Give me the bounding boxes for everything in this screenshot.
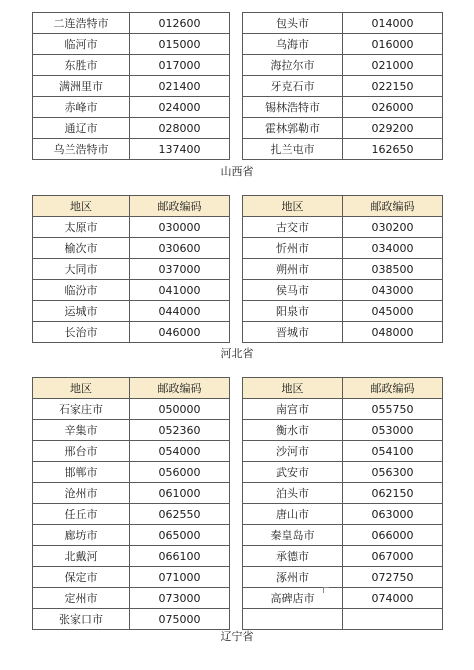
postcode-cell: 016000 <box>343 34 443 55</box>
postcode-cell: 072750 <box>343 567 443 588</box>
region-cell: 承德市 <box>243 546 343 567</box>
column-gap <box>230 322 243 343</box>
postcode-cell: 012600 <box>130 13 230 34</box>
header-postcode: 邮政编码 <box>130 378 230 399</box>
postcode-cell: 054000 <box>130 441 230 462</box>
postcode-cell: 061000 <box>130 483 230 504</box>
column-gap <box>230 567 243 588</box>
postcode-cell: 021000 <box>343 55 443 76</box>
region-cell: 乌海市 <box>243 34 343 55</box>
postcode-cell: 030600 <box>130 238 230 259</box>
postcode-table-shanxi <box>32 195 443 343</box>
postcode-cell: 055750 <box>343 399 443 420</box>
region-cell: 石家庄市 <box>33 399 130 420</box>
postcode-cell: 043000 <box>343 280 443 301</box>
postcode-cell: 038500 <box>343 259 443 280</box>
postcode-cell: 071000 <box>130 567 230 588</box>
column-gap <box>230 546 243 567</box>
table-row <box>33 525 443 546</box>
postcode-cell: 017000 <box>130 55 230 76</box>
postcode-cell <box>343 609 443 630</box>
postcode-cell: 046000 <box>130 322 230 343</box>
postcode-table-hebei <box>32 377 443 630</box>
header-postcode: 邮政编码 <box>343 378 443 399</box>
column-gap <box>230 76 243 97</box>
region-cell: 霍林郭勒市 <box>243 118 343 139</box>
column-gap <box>230 34 243 55</box>
region-cell: 高碑店市 <box>243 588 343 609</box>
postcode-cell: 037000 <box>130 259 230 280</box>
column-gap <box>230 588 243 609</box>
region-cell: 临汾市 <box>33 280 130 301</box>
table-row <box>33 399 443 420</box>
region-cell: 长治市 <box>33 322 130 343</box>
table-row <box>33 280 443 301</box>
postcode-cell: 137400 <box>130 139 230 160</box>
table-row <box>33 259 443 280</box>
column-gap <box>230 280 243 301</box>
region-cell: 涿州市 <box>243 567 343 588</box>
region-cell: 扎兰屯市 <box>243 139 343 160</box>
province-heading-liaoning: 辽宁省 <box>220 630 254 643</box>
header-region: 地区 <box>33 378 130 399</box>
province-heading-shanxi: 山西省 <box>220 165 254 178</box>
table-header-row <box>33 378 443 399</box>
table-row <box>33 322 443 343</box>
postcode-cell: 050000 <box>130 399 230 420</box>
postcode-cell: 054100 <box>343 441 443 462</box>
region-cell: 保定市 <box>33 567 130 588</box>
postcode-cell: 067000 <box>343 546 443 567</box>
table-row <box>33 34 443 55</box>
table-row <box>33 546 443 567</box>
table-row <box>33 118 443 139</box>
postcode-cell: 024000 <box>130 97 230 118</box>
postcode-cell: 026000 <box>343 97 443 118</box>
header-postcode: 邮政编码 <box>130 196 230 217</box>
column-gap <box>230 525 243 546</box>
region-cell: 满洲里市 <box>33 76 130 97</box>
postcode-cell: 053000 <box>343 420 443 441</box>
column-gap <box>230 301 243 322</box>
postcode-table-inner-mongolia <box>32 12 443 160</box>
region-cell: 运城市 <box>33 301 130 322</box>
postcode-cell: 056000 <box>130 462 230 483</box>
region-cell: 太原市 <box>33 217 130 238</box>
table-row <box>33 301 443 322</box>
region-cell: 衡水市 <box>243 420 343 441</box>
region-cell: 邯郸市 <box>33 462 130 483</box>
region-cell: 牙克石市 <box>243 76 343 97</box>
postcode-cell: 029200 <box>343 118 443 139</box>
column-gap <box>230 217 243 238</box>
region-cell: 大同市 <box>33 259 130 280</box>
region-cell: 泊头市 <box>243 483 343 504</box>
region-cell: 海拉尔市 <box>243 55 343 76</box>
header-region: 地区 <box>243 378 343 399</box>
postcode-cell: 048000 <box>343 322 443 343</box>
column-gap <box>230 259 243 280</box>
column-gap <box>230 97 243 118</box>
region-cell: 辛集市 <box>33 420 130 441</box>
region-cell: 古交市 <box>243 217 343 238</box>
region-cell: 定州市 <box>33 588 130 609</box>
column-gap <box>230 399 243 420</box>
postcode-cell: 028000 <box>130 118 230 139</box>
header-region: 地区 <box>33 196 130 217</box>
region-cell: 通辽市 <box>33 118 130 139</box>
table-row <box>33 97 443 118</box>
postcode-cell: 030000 <box>130 217 230 238</box>
table-row <box>33 441 443 462</box>
postcode-cell: 162650 <box>343 139 443 160</box>
postcode-cell: 030200 <box>343 217 443 238</box>
region-cell: 北戴河 <box>33 546 130 567</box>
region-cell: 廊坊市 <box>33 525 130 546</box>
stray-corner-mark <box>323 587 329 593</box>
column-gap <box>230 483 243 504</box>
postcode-cell: 074000 <box>343 588 443 609</box>
column-gap <box>230 238 243 259</box>
postcode-cell: 056300 <box>343 462 443 483</box>
postcode-cell: 014000 <box>343 13 443 34</box>
region-cell: 武安市 <box>243 462 343 483</box>
table-row <box>33 13 443 34</box>
column-gap <box>230 441 243 462</box>
region-cell: 二连浩特市 <box>33 13 130 34</box>
table-row <box>33 76 443 97</box>
region-cell: 忻州市 <box>243 238 343 259</box>
region-cell: 南宫市 <box>243 399 343 420</box>
province-heading-hebei: 河北省 <box>220 347 254 360</box>
column-gap <box>230 55 243 76</box>
postcode-cell: 022150 <box>343 76 443 97</box>
postcode-cell: 066000 <box>343 525 443 546</box>
region-cell: 沧州市 <box>33 483 130 504</box>
region-cell: 赤峰市 <box>33 97 130 118</box>
table-row <box>33 217 443 238</box>
column-gap <box>230 13 243 34</box>
region-cell: 晋城市 <box>243 322 343 343</box>
postcode-cell: 041000 <box>130 280 230 301</box>
column-gap <box>230 378 243 399</box>
postcode-cell: 073000 <box>130 588 230 609</box>
column-gap <box>230 609 243 630</box>
region-cell: 任丘市 <box>33 504 130 525</box>
postcode-cell: 063000 <box>343 504 443 525</box>
table-row <box>33 139 443 160</box>
postcode-cell: 034000 <box>343 238 443 259</box>
region-cell: 包头市 <box>243 13 343 34</box>
table-row <box>33 504 443 525</box>
postcode-cell: 044000 <box>130 301 230 322</box>
postcode-cell: 045000 <box>343 301 443 322</box>
postcode-cell: 066100 <box>130 546 230 567</box>
region-cell: 侯马市 <box>243 280 343 301</box>
table-row <box>33 588 443 609</box>
region-cell: 邢台市 <box>33 441 130 462</box>
postcode-cell: 015000 <box>130 34 230 55</box>
region-cell: 乌兰浩特市 <box>33 139 130 160</box>
table-row <box>33 462 443 483</box>
postcode-cell: 075000 <box>130 609 230 630</box>
column-gap <box>230 504 243 525</box>
region-cell: 榆次市 <box>33 238 130 259</box>
region-cell: 阳泉市 <box>243 301 343 322</box>
header-region: 地区 <box>243 196 343 217</box>
table-header-row <box>33 196 443 217</box>
region-cell: 东胜市 <box>33 55 130 76</box>
table-row <box>33 420 443 441</box>
table-row <box>33 238 443 259</box>
table-row <box>33 609 443 630</box>
postcode-cell: 052360 <box>130 420 230 441</box>
column-gap <box>230 139 243 160</box>
postcode-cell: 065000 <box>130 525 230 546</box>
header-postcode: 邮政编码 <box>343 196 443 217</box>
postcode-cell: 062150 <box>343 483 443 504</box>
column-gap <box>230 420 243 441</box>
postcode-cell: 062550 <box>130 504 230 525</box>
table-row <box>33 567 443 588</box>
region-cell: 唐山市 <box>243 504 343 525</box>
region-cell: 临河市 <box>33 34 130 55</box>
region-cell <box>243 609 343 630</box>
postcode-cell: 021400 <box>130 76 230 97</box>
table-row <box>33 55 443 76</box>
region-cell: 沙河市 <box>243 441 343 462</box>
column-gap <box>230 462 243 483</box>
table-row <box>33 483 443 504</box>
region-cell: 张家口市 <box>33 609 130 630</box>
column-gap <box>230 118 243 139</box>
region-cell: 秦皇岛市 <box>243 525 343 546</box>
region-cell: 朔州市 <box>243 259 343 280</box>
region-cell: 锡林浩特市 <box>243 97 343 118</box>
column-gap <box>230 196 243 217</box>
